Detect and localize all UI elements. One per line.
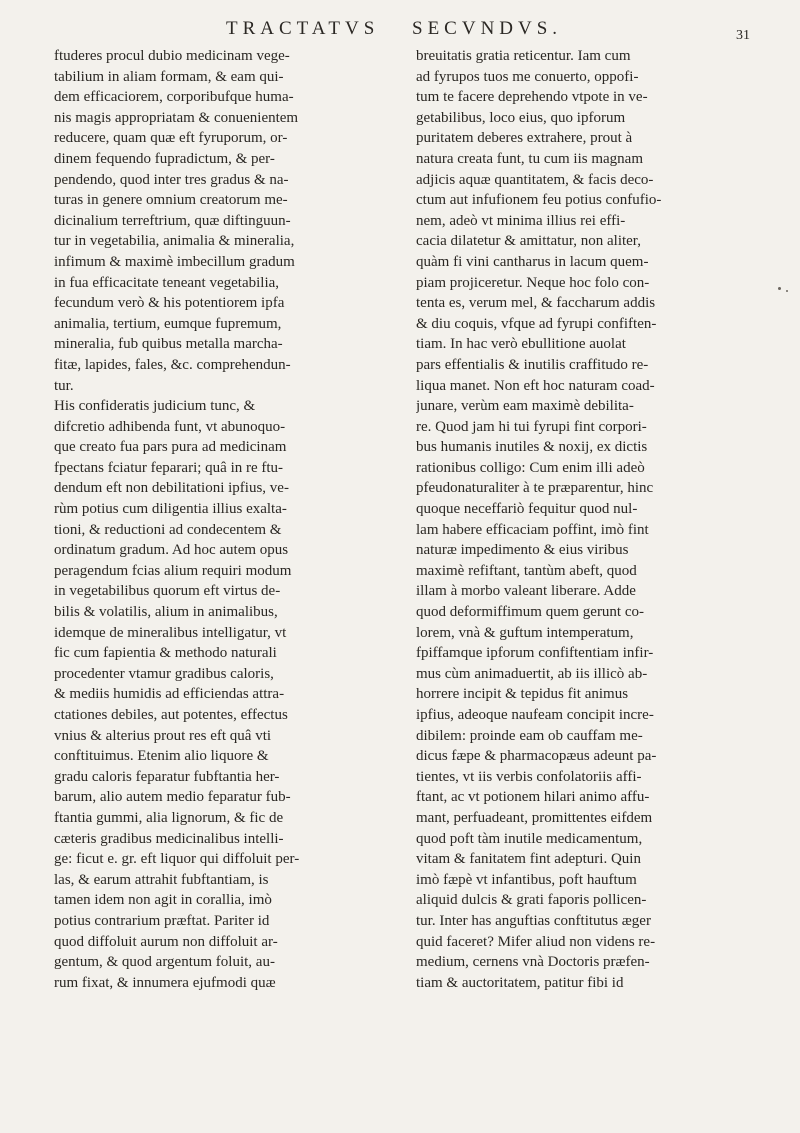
left-column-line: tur in vegetabilia, animalia & mineralia,	[54, 233, 295, 250]
left-column-line: fic cum fapientia & methodo naturali	[54, 645, 277, 662]
left-column-line: pendendo, quod inter tres gradus & na-	[54, 171, 289, 188]
left-column-line: rùm potius cum diligentia illius exalta-	[54, 501, 287, 518]
left-column-line: cæteris gradibus medicinalibus intelli-	[54, 830, 284, 847]
right-column-line: illam à morbo valeant liberare. Adde	[416, 583, 636, 600]
left-column-line: quod diffoluit aurum non diffoluit ar-	[54, 933, 278, 950]
right-column-line: re. Quod jam hi tui fyrupi fint corpori-	[416, 418, 647, 435]
right-column-line: tur. Inter has anguftias conftitutus æger	[416, 912, 651, 929]
left-column-line: rum fixat, & innumera ejufmodi quæ	[54, 974, 276, 991]
left-column-line: in fua efficacitate teneant vegetabilia,	[54, 274, 280, 291]
left-column-line: animalia, tertium, eumque fupremum,	[54, 315, 282, 332]
right-column-line: & diu coquis, vfque ad fyrupi confiften-	[416, 315, 657, 332]
left-column-line: difcretio adhibenda funt, vt abunoquo-	[54, 418, 286, 435]
paper-speck	[778, 287, 781, 290]
right-column-line: natura creata funt, tu cum iis magnam	[416, 150, 643, 167]
left-column-line: turas in genere omnium creatorum me-	[54, 192, 288, 209]
right-column-line: quod poft tàm inutile medicamentum,	[416, 830, 643, 847]
left-column-line: fecundum verò & his potentiorem ipfa	[54, 295, 285, 312]
right-column-line: getabilibus, loco eius, quo ipforum	[416, 109, 626, 126]
right-column-line: breuitatis gratia reticentur. Iam cum	[416, 48, 631, 64]
right-column-line: medium, cernens vnà Doctoris præfen-	[416, 954, 650, 971]
right-column-line: ftant, ac vt potionem hilari animo affu-	[416, 789, 650, 806]
right-column-line: tum te facere deprehendo vtpote in ve-	[416, 89, 648, 106]
left-column-line: fpectans fciatur feparari; quâ in re ftu-	[54, 459, 284, 476]
right-column-line: puritatem deberes extrahere, prout à	[416, 130, 633, 147]
running-head-left: TRACTATVS	[226, 18, 380, 39]
left-column-line: tamen idem non agit in corallia, imò	[54, 892, 272, 909]
right-column-line: naturæ impedimento & eius viribus	[416, 542, 629, 559]
left-column-line: dem efficaciorem, corporibufque huma-	[54, 89, 294, 106]
left-column-line: que creato fua pars pura ad medicinam	[54, 439, 287, 456]
right-column-line: quod deformiffimum quem gerunt co-	[416, 604, 645, 621]
right-column-line: dicus fæpe & pharmacopæus adeunt pa-	[416, 748, 657, 765]
left-column-line: dendum eft non debilitationi ipfius, ve-	[54, 480, 289, 497]
left-column-line: barum, alio autem medio feparatur fub-	[54, 789, 291, 806]
right-column-line: ipfius, adeoque naufeam concipit incre-	[416, 707, 654, 723]
left-column-line: gentum, & quod argentum foluit, au-	[54, 954, 275, 971]
running-head	[150, 14, 760, 44]
left-column-line: infimum & maximè imbecillum gradum	[54, 253, 295, 270]
left-column-line: in vegetabilibus quorum eft virtus de-	[54, 583, 281, 600]
left-text-column	[54, 46, 402, 993]
left-column-line: & mediis humidis ad efficiendas attra-	[54, 686, 285, 703]
left-column-line: tabilium in aliam formam, & eam qui-	[54, 68, 284, 85]
right-column-line: fpiffamque ipforum confiftentiam infir-	[416, 645, 654, 662]
right-column-line: ctum aut infufionem feu potius confufio-	[416, 192, 662, 209]
right-column-line: aliquid dulcis & grati faporis pollicen-	[416, 892, 647, 909]
left-column-line: His confideratis judicium tunc, &	[54, 398, 256, 415]
right-column-line: mant, perfuadeant, promittentes eifdem	[416, 809, 653, 826]
right-column-line: vitam & fanitatem fint adepturi. Quin	[416, 851, 641, 868]
left-column-line: dicinalium terreftrium, quæ diftinguun-	[54, 212, 291, 229]
right-column-line: lorem, vnà & guftum intemperatum,	[416, 624, 634, 641]
left-column-line: fitæ, lapides, fales, &c. comprehendun-	[54, 356, 291, 373]
right-column-line: tiam. In hac verò ebullitione auolat	[416, 336, 626, 353]
right-column-line: quoque neceffariò fequitur quod nul-	[416, 501, 638, 518]
right-column-line: piam projiceretur. Neque hoc folo con-	[416, 274, 650, 291]
left-column-line: ge: ficut e. gr. eft liquor qui diffoluit per-	[54, 851, 300, 868]
right-column-line: imò fæpè vt infantibus, poft hauftum	[416, 871, 637, 888]
left-column-line: vnius & alterius prout res eft quâ vti	[54, 727, 272, 744]
right-column-line: maximè refiftant, tantùm abeft, quod	[416, 562, 637, 579]
left-column-line: tur.	[54, 377, 74, 394]
right-column-line: quàm fi vini cantharus in lacum quem-	[416, 253, 649, 270]
left-column-line: nis magis appropriatam & conuenientem	[54, 109, 299, 126]
right-column-line: mus cùm animaduertit, ab iis illicò ab-	[416, 665, 648, 682]
right-column-line: rationibus colligo: Cum enim illi adeò	[416, 459, 645, 476]
right-column-line: tiam & auctoritatem, patitur fibi id	[416, 974, 624, 991]
right-column-line: adjicis aquæ quantitatem, & facis deco-	[416, 171, 654, 188]
right-column-line: pfeudonaturaliter à te præparentur, hinc	[416, 480, 654, 497]
left-column-line: conftituimus. Etenim alio liquore &	[54, 748, 269, 765]
left-column-line: reducere, quam quæ eft fyruporum, or-	[54, 130, 288, 147]
right-text-column	[416, 46, 770, 993]
right-column-line: quid faceret? Mifer aliud non videns re-	[416, 933, 656, 950]
right-column-line: liqua manet. Non eft hoc naturam coad-	[416, 377, 655, 394]
right-column-line: lam habere efficaciam poffint, imò fint	[416, 521, 649, 538]
left-column-line: dinem fequendo fupradictum, & per-	[54, 150, 275, 167]
right-column-line: ad fyrupos tuos me conuerto, oppofi-	[416, 68, 639, 85]
right-column-line: horrere incipit & tepidus fit animus	[416, 686, 629, 703]
left-column-line: potius contrarium præftat. Pariter id	[54, 912, 270, 929]
left-column-line: gradu caloris feparatur fubftantia her-	[54, 768, 280, 785]
left-column-line: idemque de mineralibus intelligatur, vt	[54, 624, 287, 641]
left-column-line: ctationes debiles, aut potentes, effectus	[54, 707, 288, 723]
left-column-line: ftuderes procul dubio medicinam vege-	[54, 48, 290, 64]
right-column-line: junare, verùm eam maximè debilita-	[416, 398, 634, 415]
right-column-line: tenta es, verum mel, & faccharum addis	[416, 295, 656, 312]
left-column-line: mineralia, fub quibus metalla marcha-	[54, 336, 283, 353]
left-column-line: tioni, & reductioni ad condecentem &	[54, 521, 282, 538]
right-column-line: bus humanis inutiles & noxij, ex dictis	[416, 439, 648, 456]
left-column-line: ordinatum gradum. Ad hoc autem opus	[54, 542, 289, 559]
left-column-line: ftantia gummi, alia lignorum, & fic de	[54, 809, 284, 826]
left-column-line: procedenter vtamur gradibus caloris,	[54, 665, 274, 682]
right-column-line: tientes, vt iis verbis confolatoriis affi-	[416, 768, 642, 785]
left-column-line: peragendum fcias alium requiri modum	[54, 562, 292, 579]
right-column-line: dibilem: proinde eam ob cauffam me-	[416, 727, 643, 744]
left-column-line: las, & earum attrahit fubftantiam, is	[54, 871, 269, 888]
right-column-line: pars effentialis & inutilis craffitudo re-	[416, 356, 649, 373]
running-head-right: SECVNDVS.	[412, 18, 563, 39]
right-column-line: nem, adeò vt minima illius rei effi-	[416, 212, 626, 229]
left-column-line: bilis & volatilis, alium in animalibus,	[54, 604, 278, 621]
paper-speck	[786, 290, 788, 292]
right-column-line: cacia dilatetur & amittatur, non aliter,	[416, 233, 641, 250]
page-number: 31	[736, 28, 750, 43]
